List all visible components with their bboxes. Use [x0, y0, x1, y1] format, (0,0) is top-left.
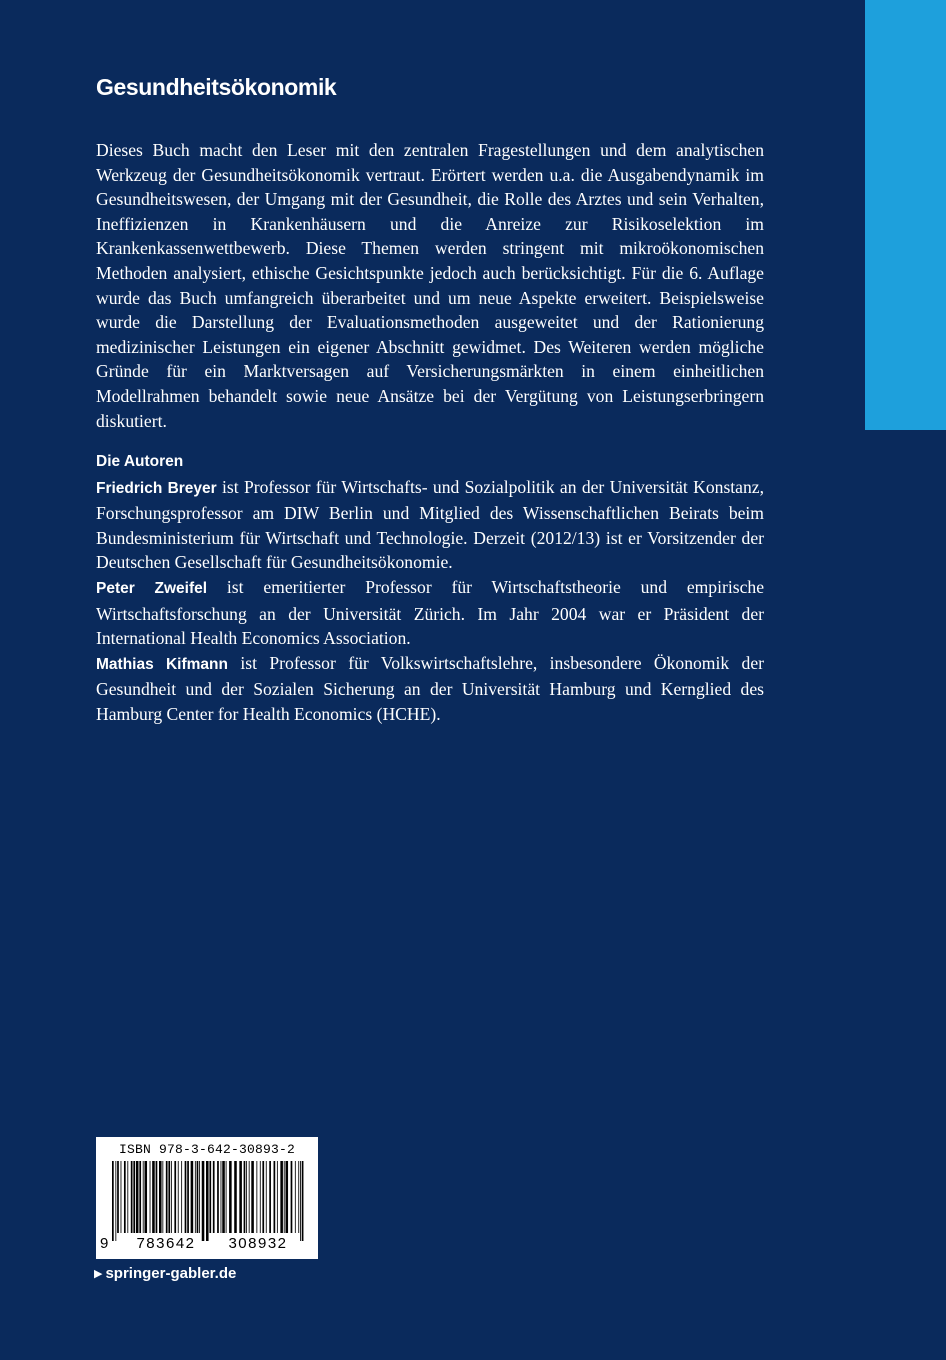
barcode-bar — [115, 1161, 116, 1241]
barcode-bar — [143, 1161, 144, 1233]
barcode-bars — [112, 1161, 306, 1241]
ean-first-digit: 9 — [100, 1235, 109, 1252]
barcode-bar — [213, 1161, 215, 1233]
barcode-bar — [174, 1161, 176, 1233]
barcode-bar — [191, 1161, 194, 1233]
barcode-bar — [199, 1161, 200, 1233]
barcode-bar — [195, 1161, 196, 1233]
ean-left-digits: 783642 — [136, 1235, 196, 1252]
publisher-url: springer-gabler.de — [105, 1265, 237, 1282]
barcode-bar — [162, 1161, 163, 1233]
barcode-bar — [222, 1161, 225, 1233]
triangle-right-icon: ▶ — [94, 1268, 103, 1280]
author-name: Peter Zweifel — [96, 579, 208, 597]
barcode-bar — [285, 1161, 288, 1233]
barcode-bar — [136, 1161, 139, 1233]
barcode-bar — [202, 1161, 205, 1241]
author-bio-text: ist Professor für Volkswirtschaftslehre, insbesondere Ökonomik der Gesundheit und der Sozialen Sicherung an der Universität Hamburg und Kernglied des Hamburg Center for Health Economics (HCHE). — [96, 652, 765, 724]
isbn-barcode — [96, 1137, 318, 1259]
barcode-bar — [284, 1161, 285, 1233]
barcode-bar — [234, 1161, 237, 1233]
barcode-bar — [280, 1161, 283, 1233]
barcode-bar — [156, 1161, 158, 1233]
author-bio-text: ist emeritierter Professor für Wirtschaftstheorie und empirische Wirtschaftsforschung an der Universität Zürich. Im Jahr 2004 war er Präsident der International Health Economics Association. — [96, 576, 765, 649]
barcode-bar — [206, 1161, 209, 1241]
barcode-bar — [229, 1161, 232, 1233]
barcode-bar — [124, 1161, 126, 1233]
barcode-bar — [246, 1161, 247, 1233]
barcode-bar — [256, 1161, 257, 1233]
author-name: Friedrich Breyer — [96, 479, 217, 497]
barcode-bar — [226, 1161, 227, 1233]
isbn-label: ISBN 978-3-642-30893-2 — [118, 1142, 296, 1157]
barcode-bar — [274, 1161, 276, 1233]
barcode-bar — [144, 1161, 147, 1233]
barcode-bar — [266, 1161, 267, 1233]
barcode-bar — [131, 1161, 133, 1233]
barcode-bar — [251, 1161, 254, 1233]
barcode-bar — [171, 1161, 172, 1233]
barcode-bar — [295, 1161, 296, 1233]
authors-heading: Die Autoren — [96, 453, 184, 470]
barcode-bar — [239, 1161, 242, 1233]
barcode-bar — [178, 1161, 179, 1233]
barcode-bar — [166, 1161, 168, 1233]
barcode-bar — [298, 1161, 299, 1233]
barcode-bar — [127, 1161, 128, 1233]
barcode-bar — [209, 1161, 211, 1233]
barcode-bar — [187, 1161, 189, 1233]
barcode-bar — [300, 1161, 301, 1241]
authors-section — [96, 450, 764, 727]
author-bio-zweifel — [96, 575, 764, 651]
barcode-bar — [244, 1161, 246, 1233]
author-bio-breyer — [96, 475, 764, 575]
barcode-bar — [249, 1161, 250, 1233]
barcode-bar — [150, 1161, 151, 1233]
barcode-bar — [139, 1161, 141, 1233]
author-bio-text: ist Professor für Wirtschafts- und Sozialpolitik an der Universität Konstanz, Forschungsprofessor am DIW Berlin und Mitglied des Wissenschaftlichen Beirats beim Bundesministerium für Wirtschaft und Technologie. Derzeit (2012/13) ist er Vorsitzender der Deutschen Gesellschaft für Gesundheitsökonomie. — [96, 476, 764, 573]
barcode-bar — [121, 1161, 122, 1233]
accent-bar — [865, 0, 946, 430]
barcode-bar — [269, 1161, 271, 1233]
book-title: Gesundheitsökonomik — [96, 74, 337, 100]
barcode-bar — [152, 1161, 155, 1233]
barcode-bar — [168, 1161, 170, 1233]
ean-right-digits: 308932 — [228, 1235, 288, 1252]
author-name: Mathias Kifmann — [96, 655, 228, 673]
barcode-bar — [262, 1161, 264, 1233]
barcode-bar — [277, 1161, 278, 1233]
barcode-bar — [185, 1161, 187, 1233]
barcode-bar — [217, 1161, 219, 1233]
barcode-bar — [159, 1161, 162, 1233]
barcode-bar — [221, 1161, 222, 1233]
barcode-bar — [133, 1161, 135, 1233]
barcode-bar — [112, 1161, 114, 1241]
barcode-bar — [260, 1161, 261, 1233]
barcode-bar — [291, 1161, 293, 1233]
author-bio-kifmann — [96, 651, 764, 727]
barcode-bar — [197, 1161, 199, 1233]
barcode-bar — [302, 1161, 304, 1241]
barcode-bar — [117, 1161, 119, 1233]
book-description: Dieses Buch macht den Leser mit den zentralen Fragestellungen und dem analytischen Werkzeug der Gesundheitsökonomik vertraut. Erörtert werden u.a. die Ausgabendynamik im Gesundheitswesen, der Umgang mit der Gesundheit, die Rolle des Arztes und sein Verhalten, Ineffizienzen in Krankenhäusern und die Anreize zur Risikoselektion im Krankenkassenwettbewerb. Diese Themen werden stringent mit mikroökonomischen Methoden analysiert, ethische Gesichtspunkte jedoch auch berücksichtigt. Für die 6. Auflage wurde das Buch umfangreich überarbeitet und um neue Aspekte erweitert. Beispielsweise wurde die Darstellung der Evaluationsmethoden ausgeweitet und der Rationierung medizinischer Leistungen ein eigener Abschnitt gewidmet. Des Weiteren werden mögliche Gründe für ein Marktversagen auf Versicherungsmärkten in einem einheitlichen Modellrahmen behandelt sowie neue Ansätze bei der Vergütung von Leistungserbringern diskutiert. — [96, 140, 764, 431]
barcode-bar — [181, 1161, 182, 1233]
publisher-link[interactable] — [94, 1265, 236, 1282]
